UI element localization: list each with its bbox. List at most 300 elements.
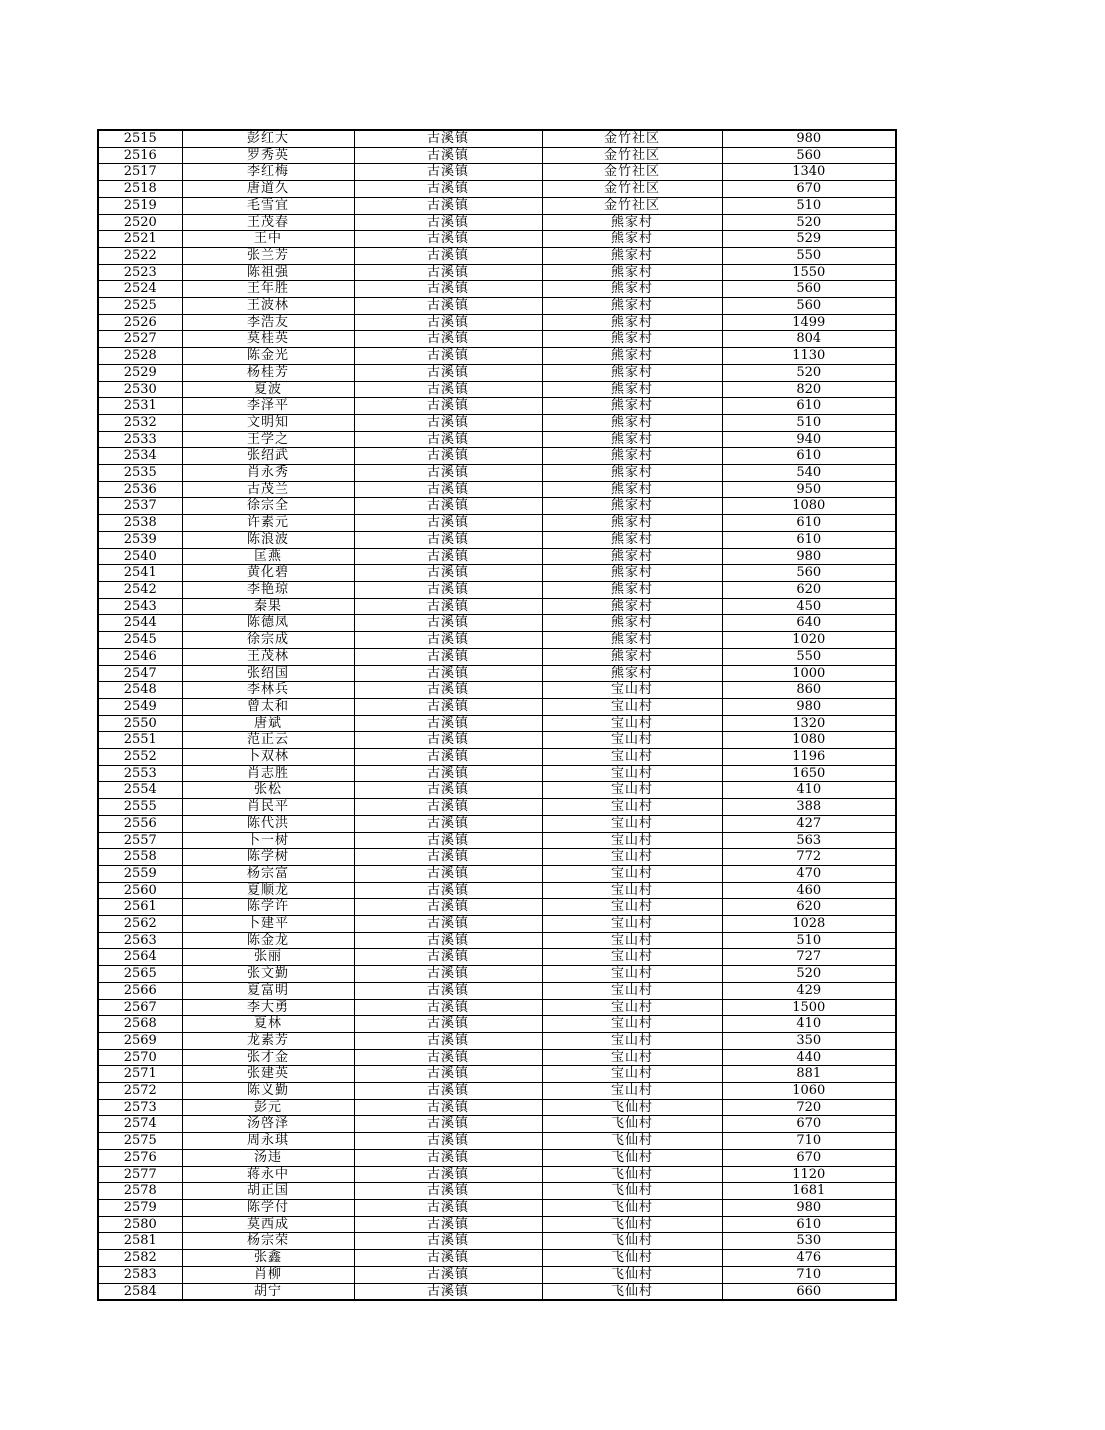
cell-name: 陈义勤 <box>182 1083 354 1100</box>
cell-name: 彭元 <box>182 1099 354 1116</box>
cell-town: 古溪镇 <box>354 1032 542 1049</box>
table-row <box>98 999 896 1016</box>
cell-name: 范正云 <box>182 732 354 749</box>
cell-amount: 1020 <box>722 632 896 649</box>
table-row <box>98 865 896 882</box>
cell-id: 2559 <box>98 865 182 882</box>
cell-amount: 881 <box>722 1066 896 1083</box>
cell-name: 徐宗全 <box>182 498 354 515</box>
cell-amount: 410 <box>722 782 896 799</box>
cell-town: 古溪镇 <box>354 465 542 482</box>
cell-amount: 520 <box>722 966 896 983</box>
cell-name: 李林兵 <box>182 682 354 699</box>
cell-amount: 560 <box>722 281 896 298</box>
cell-name: 曾太和 <box>182 698 354 715</box>
cell-name: 陈学树 <box>182 849 354 866</box>
cell-town: 古溪镇 <box>354 214 542 231</box>
cell-name: 唐斌 <box>182 715 354 732</box>
cell-id: 2565 <box>98 966 182 983</box>
cell-village: 熊家村 <box>542 364 722 381</box>
cell-name: 胡宁 <box>182 1283 354 1300</box>
table-row <box>98 247 896 264</box>
table-row <box>98 648 896 665</box>
cell-village: 宝山村 <box>542 799 722 816</box>
table-row <box>98 130 896 147</box>
cell-name: 匡燕 <box>182 548 354 565</box>
table-row <box>98 1116 896 1133</box>
cell-id: 2528 <box>98 348 182 365</box>
cell-id: 2518 <box>98 181 182 198</box>
cell-village: 熊家村 <box>542 398 722 415</box>
table-row <box>98 364 896 381</box>
cell-town: 古溪镇 <box>354 398 542 415</box>
cell-name: 肖志胜 <box>182 765 354 782</box>
cell-amount: 440 <box>722 1049 896 1066</box>
cell-town: 古溪镇 <box>354 1166 542 1183</box>
cell-id: 2584 <box>98 1283 182 1300</box>
cell-village: 宝山村 <box>542 1083 722 1100</box>
cell-town: 古溪镇 <box>354 231 542 248</box>
table-row <box>98 782 896 799</box>
cell-name: 张丽 <box>182 949 354 966</box>
table-row <box>98 1166 896 1183</box>
cell-amount: 1080 <box>722 732 896 749</box>
cell-village: 飞仙村 <box>542 1266 722 1283</box>
cell-id: 2526 <box>98 314 182 331</box>
cell-town: 古溪镇 <box>354 181 542 198</box>
cell-id: 2560 <box>98 882 182 899</box>
cell-amount: 640 <box>722 615 896 632</box>
cell-amount: 1499 <box>722 314 896 331</box>
table-row <box>98 398 896 415</box>
cell-name: 罗秀英 <box>182 147 354 164</box>
cell-id: 2578 <box>98 1183 182 1200</box>
table-row <box>98 966 896 983</box>
cell-name: 张才金 <box>182 1049 354 1066</box>
cell-village: 飞仙村 <box>542 1149 722 1166</box>
cell-id: 2544 <box>98 615 182 632</box>
cell-town: 古溪镇 <box>354 481 542 498</box>
cell-town: 古溪镇 <box>354 966 542 983</box>
cell-name: 王茂春 <box>182 214 354 231</box>
cell-town: 古溪镇 <box>354 916 542 933</box>
cell-town: 古溪镇 <box>354 130 542 147</box>
cell-id: 2522 <box>98 247 182 264</box>
cell-amount: 460 <box>722 882 896 899</box>
table-row <box>98 465 896 482</box>
cell-name: 夏波 <box>182 381 354 398</box>
cell-town: 古溪镇 <box>354 281 542 298</box>
cell-town: 古溪镇 <box>354 648 542 665</box>
cell-town: 古溪镇 <box>354 548 542 565</box>
cell-village: 宝山村 <box>542 849 722 866</box>
cell-village: 飞仙村 <box>542 1133 722 1150</box>
table-row <box>98 1233 896 1250</box>
table-row <box>98 1149 896 1166</box>
cell-id: 2564 <box>98 949 182 966</box>
cell-name: 王波林 <box>182 298 354 315</box>
cell-amount: 1681 <box>722 1183 896 1200</box>
cell-name: 张兰芳 <box>182 247 354 264</box>
cell-village: 飞仙村 <box>542 1200 722 1217</box>
cell-amount: 670 <box>722 181 896 198</box>
cell-id: 2569 <box>98 1032 182 1049</box>
table-row <box>98 431 896 448</box>
cell-amount: 610 <box>722 515 896 532</box>
cell-town: 古溪镇 <box>354 765 542 782</box>
cell-town: 古溪镇 <box>354 1200 542 1217</box>
cell-id: 2527 <box>98 331 182 348</box>
cell-village: 熊家村 <box>542 465 722 482</box>
cell-name: 张文勤 <box>182 966 354 983</box>
cell-village: 宝山村 <box>542 815 722 832</box>
cell-name: 汤违 <box>182 1149 354 1166</box>
table-row <box>98 1250 896 1267</box>
cell-id: 2561 <box>98 899 182 916</box>
cell-village: 宝山村 <box>542 1016 722 1033</box>
table-row <box>98 1183 896 1200</box>
cell-id: 2572 <box>98 1083 182 1100</box>
cell-amount: 476 <box>722 1250 896 1267</box>
cell-village: 宝山村 <box>542 1066 722 1083</box>
cell-amount: 510 <box>722 932 896 949</box>
cell-amount: 940 <box>722 431 896 448</box>
table-row <box>98 481 896 498</box>
table-row <box>98 749 896 766</box>
cell-village: 宝山村 <box>542 899 722 916</box>
cell-name: 王年胜 <box>182 281 354 298</box>
cell-amount: 1120 <box>722 1166 896 1183</box>
cell-village: 飞仙村 <box>542 1216 722 1233</box>
table-row <box>98 414 896 431</box>
table-row <box>98 932 896 949</box>
table-row <box>98 849 896 866</box>
table-row <box>98 264 896 281</box>
table-row <box>98 832 896 849</box>
table-row <box>98 314 896 331</box>
cell-id: 2540 <box>98 548 182 565</box>
cell-amount: 550 <box>722 648 896 665</box>
cell-town: 古溪镇 <box>354 1149 542 1166</box>
cell-town: 古溪镇 <box>354 1133 542 1150</box>
cell-town: 古溪镇 <box>354 448 542 465</box>
cell-id: 2573 <box>98 1099 182 1116</box>
cell-id: 2545 <box>98 632 182 649</box>
cell-village: 熊家村 <box>542 331 722 348</box>
cell-village: 宝山村 <box>542 832 722 849</box>
cell-village: 熊家村 <box>542 581 722 598</box>
cell-name: 杨宗荣 <box>182 1233 354 1250</box>
cell-village: 宝山村 <box>542 1032 722 1049</box>
cell-amount: 510 <box>722 414 896 431</box>
cell-village: 飞仙村 <box>542 1283 722 1300</box>
cell-name: 杨桂芳 <box>182 364 354 381</box>
cell-town: 古溪镇 <box>354 832 542 849</box>
cell-name: 李泽平 <box>182 398 354 415</box>
table-row <box>98 348 896 365</box>
cell-town: 古溪镇 <box>354 298 542 315</box>
cell-id: 2566 <box>98 982 182 999</box>
cell-amount: 560 <box>722 298 896 315</box>
cell-id: 2562 <box>98 916 182 933</box>
cell-amount: 670 <box>722 1116 896 1133</box>
table-row <box>98 1049 896 1066</box>
cell-amount: 1080 <box>722 498 896 515</box>
cell-name: 陈金光 <box>182 348 354 365</box>
cell-id: 2547 <box>98 665 182 682</box>
cell-village: 熊家村 <box>542 648 722 665</box>
cell-amount: 1340 <box>722 164 896 181</box>
cell-name: 杨宗富 <box>182 865 354 882</box>
table-row <box>98 581 896 598</box>
cell-id: 2550 <box>98 715 182 732</box>
cell-name: 夏富明 <box>182 982 354 999</box>
cell-name: 王茂林 <box>182 648 354 665</box>
cell-id: 2537 <box>98 498 182 515</box>
table-row <box>98 632 896 649</box>
cell-id: 2515 <box>98 130 182 147</box>
table-row <box>98 1266 896 1283</box>
cell-amount: 520 <box>722 364 896 381</box>
cell-village: 熊家村 <box>542 598 722 615</box>
cell-village: 熊家村 <box>542 615 722 632</box>
cell-amount: 560 <box>722 565 896 582</box>
cell-town: 古溪镇 <box>354 414 542 431</box>
cell-town: 古溪镇 <box>354 581 542 598</box>
cell-amount: 610 <box>722 448 896 465</box>
cell-name: 张松 <box>182 782 354 799</box>
cell-town: 古溪镇 <box>354 782 542 799</box>
cell-name: 许素元 <box>182 515 354 532</box>
cell-village: 飞仙村 <box>542 1099 722 1116</box>
cell-name: 秦果 <box>182 598 354 615</box>
cell-village: 熊家村 <box>542 448 722 465</box>
cell-name: 莫西成 <box>182 1216 354 1233</box>
cell-name: 肖民平 <box>182 799 354 816</box>
cell-id: 2519 <box>98 197 182 214</box>
data-table <box>97 129 897 1301</box>
cell-village: 熊家村 <box>542 298 722 315</box>
cell-id: 2532 <box>98 414 182 431</box>
cell-id: 2577 <box>98 1166 182 1183</box>
table-row <box>98 548 896 565</box>
cell-id: 2558 <box>98 849 182 866</box>
table-row <box>98 682 896 699</box>
cell-name: 毛雪宜 <box>182 197 354 214</box>
cell-village: 熊家村 <box>542 665 722 682</box>
cell-village: 熊家村 <box>542 632 722 649</box>
cell-town: 古溪镇 <box>354 949 542 966</box>
cell-name: 陈学许 <box>182 899 354 916</box>
table-row <box>98 164 896 181</box>
cell-amount: 550 <box>722 247 896 264</box>
cell-amount: 860 <box>722 682 896 699</box>
table-row <box>98 197 896 214</box>
cell-amount: 660 <box>722 1283 896 1300</box>
cell-town: 古溪镇 <box>354 348 542 365</box>
cell-town: 古溪镇 <box>354 1016 542 1033</box>
cell-amount: 350 <box>722 1032 896 1049</box>
cell-town: 古溪镇 <box>354 698 542 715</box>
cell-village: 宝山村 <box>542 682 722 699</box>
cell-town: 古溪镇 <box>354 615 542 632</box>
cell-id: 2541 <box>98 565 182 582</box>
cell-name: 王学之 <box>182 431 354 448</box>
cell-amount: 804 <box>722 331 896 348</box>
cell-id: 2533 <box>98 431 182 448</box>
cell-name: 汤啓泽 <box>182 1116 354 1133</box>
cell-id: 2534 <box>98 448 182 465</box>
cell-town: 古溪镇 <box>354 1283 542 1300</box>
cell-village: 飞仙村 <box>542 1116 722 1133</box>
cell-name: 古茂兰 <box>182 481 354 498</box>
table-row <box>98 1216 896 1233</box>
cell-id: 2576 <box>98 1149 182 1166</box>
cell-id: 2524 <box>98 281 182 298</box>
cell-village: 金竹社区 <box>542 197 722 214</box>
table-row <box>98 147 896 164</box>
cell-amount: 620 <box>722 581 896 598</box>
table-row <box>98 916 896 933</box>
cell-village: 熊家村 <box>542 515 722 532</box>
cell-id: 2579 <box>98 1200 182 1217</box>
cell-town: 古溪镇 <box>354 799 542 816</box>
cell-id: 2520 <box>98 214 182 231</box>
cell-village: 熊家村 <box>542 548 722 565</box>
cell-id: 2543 <box>98 598 182 615</box>
cell-id: 2531 <box>98 398 182 415</box>
cell-village: 宝山村 <box>542 966 722 983</box>
cell-id: 2568 <box>98 1016 182 1033</box>
cell-id: 2542 <box>98 581 182 598</box>
cell-name: 肖永秀 <box>182 465 354 482</box>
cell-name: 龙素芳 <box>182 1032 354 1049</box>
cell-amount: 1000 <box>722 665 896 682</box>
cell-town: 古溪镇 <box>354 882 542 899</box>
cell-town: 古溪镇 <box>354 1049 542 1066</box>
cell-village: 宝山村 <box>542 715 722 732</box>
cell-town: 古溪镇 <box>354 314 542 331</box>
cell-amount: 410 <box>722 1016 896 1033</box>
cell-id: 2530 <box>98 381 182 398</box>
cell-id: 2563 <box>98 932 182 949</box>
table-body <box>98 130 896 1300</box>
table-row <box>98 498 896 515</box>
cell-name: 陈浪波 <box>182 531 354 548</box>
cell-village: 飞仙村 <box>542 1166 722 1183</box>
cell-town: 古溪镇 <box>354 498 542 515</box>
cell-amount: 1650 <box>722 765 896 782</box>
cell-town: 古溪镇 <box>354 1250 542 1267</box>
cell-name: 李红梅 <box>182 164 354 181</box>
cell-name: 张绍武 <box>182 448 354 465</box>
cell-village: 熊家村 <box>542 414 722 431</box>
cell-town: 古溪镇 <box>354 682 542 699</box>
table-row <box>98 698 896 715</box>
cell-id: 2535 <box>98 465 182 482</box>
table-row <box>98 281 896 298</box>
cell-id: 2553 <box>98 765 182 782</box>
cell-amount: 1060 <box>722 1083 896 1100</box>
cell-village: 熊家村 <box>542 247 722 264</box>
cell-town: 古溪镇 <box>354 565 542 582</box>
table-row <box>98 799 896 816</box>
cell-id: 2539 <box>98 531 182 548</box>
cell-id: 2570 <box>98 1049 182 1066</box>
cell-town: 古溪镇 <box>354 715 542 732</box>
cell-name: 卜建平 <box>182 916 354 933</box>
cell-town: 古溪镇 <box>354 598 542 615</box>
cell-town: 古溪镇 <box>354 197 542 214</box>
cell-town: 古溪镇 <box>354 1066 542 1083</box>
cell-id: 2574 <box>98 1116 182 1133</box>
cell-village: 熊家村 <box>542 281 722 298</box>
cell-name: 徐宗成 <box>182 632 354 649</box>
cell-amount: 980 <box>722 130 896 147</box>
table-row <box>98 231 896 248</box>
cell-id: 2575 <box>98 1133 182 1150</box>
cell-amount: 510 <box>722 197 896 214</box>
cell-amount: 710 <box>722 1266 896 1283</box>
cell-town: 古溪镇 <box>354 1083 542 1100</box>
table-row <box>98 1016 896 1033</box>
cell-name: 陈金龙 <box>182 932 354 949</box>
cell-village: 熊家村 <box>542 531 722 548</box>
cell-village: 熊家村 <box>542 264 722 281</box>
cell-village: 宝山村 <box>542 999 722 1016</box>
cell-id: 2556 <box>98 815 182 832</box>
table-row <box>98 882 896 899</box>
table-row <box>98 565 896 582</box>
cell-name: 肖柳 <box>182 1266 354 1283</box>
table-row <box>98 949 896 966</box>
cell-village: 金竹社区 <box>542 130 722 147</box>
cell-amount: 450 <box>722 598 896 615</box>
cell-amount: 529 <box>722 231 896 248</box>
cell-id: 2581 <box>98 1233 182 1250</box>
cell-name: 唐道久 <box>182 181 354 198</box>
cell-id: 2583 <box>98 1266 182 1283</box>
cell-town: 古溪镇 <box>354 999 542 1016</box>
cell-village: 金竹社区 <box>542 164 722 181</box>
cell-amount: 530 <box>722 1233 896 1250</box>
cell-name: 陈德凤 <box>182 615 354 632</box>
cell-amount: 1550 <box>722 264 896 281</box>
cell-village: 飞仙村 <box>542 1183 722 1200</box>
cell-amount: 1320 <box>722 715 896 732</box>
cell-village: 熊家村 <box>542 481 722 498</box>
cell-name: 卜双林 <box>182 749 354 766</box>
cell-name: 卜一树 <box>182 832 354 849</box>
table-row <box>98 1083 896 1100</box>
cell-amount: 610 <box>722 398 896 415</box>
cell-village: 熊家村 <box>542 348 722 365</box>
table-row <box>98 715 896 732</box>
cell-town: 古溪镇 <box>354 364 542 381</box>
cell-village: 宝山村 <box>542 782 722 799</box>
cell-amount: 820 <box>722 381 896 398</box>
cell-town: 古溪镇 <box>354 331 542 348</box>
cell-village: 宝山村 <box>542 865 722 882</box>
cell-amount: 427 <box>722 815 896 832</box>
cell-amount: 1028 <box>722 916 896 933</box>
cell-town: 古溪镇 <box>354 749 542 766</box>
cell-town: 古溪镇 <box>354 815 542 832</box>
table-row <box>98 448 896 465</box>
cell-id: 2582 <box>98 1250 182 1267</box>
cell-name: 张鑫 <box>182 1250 354 1267</box>
cell-town: 古溪镇 <box>354 665 542 682</box>
